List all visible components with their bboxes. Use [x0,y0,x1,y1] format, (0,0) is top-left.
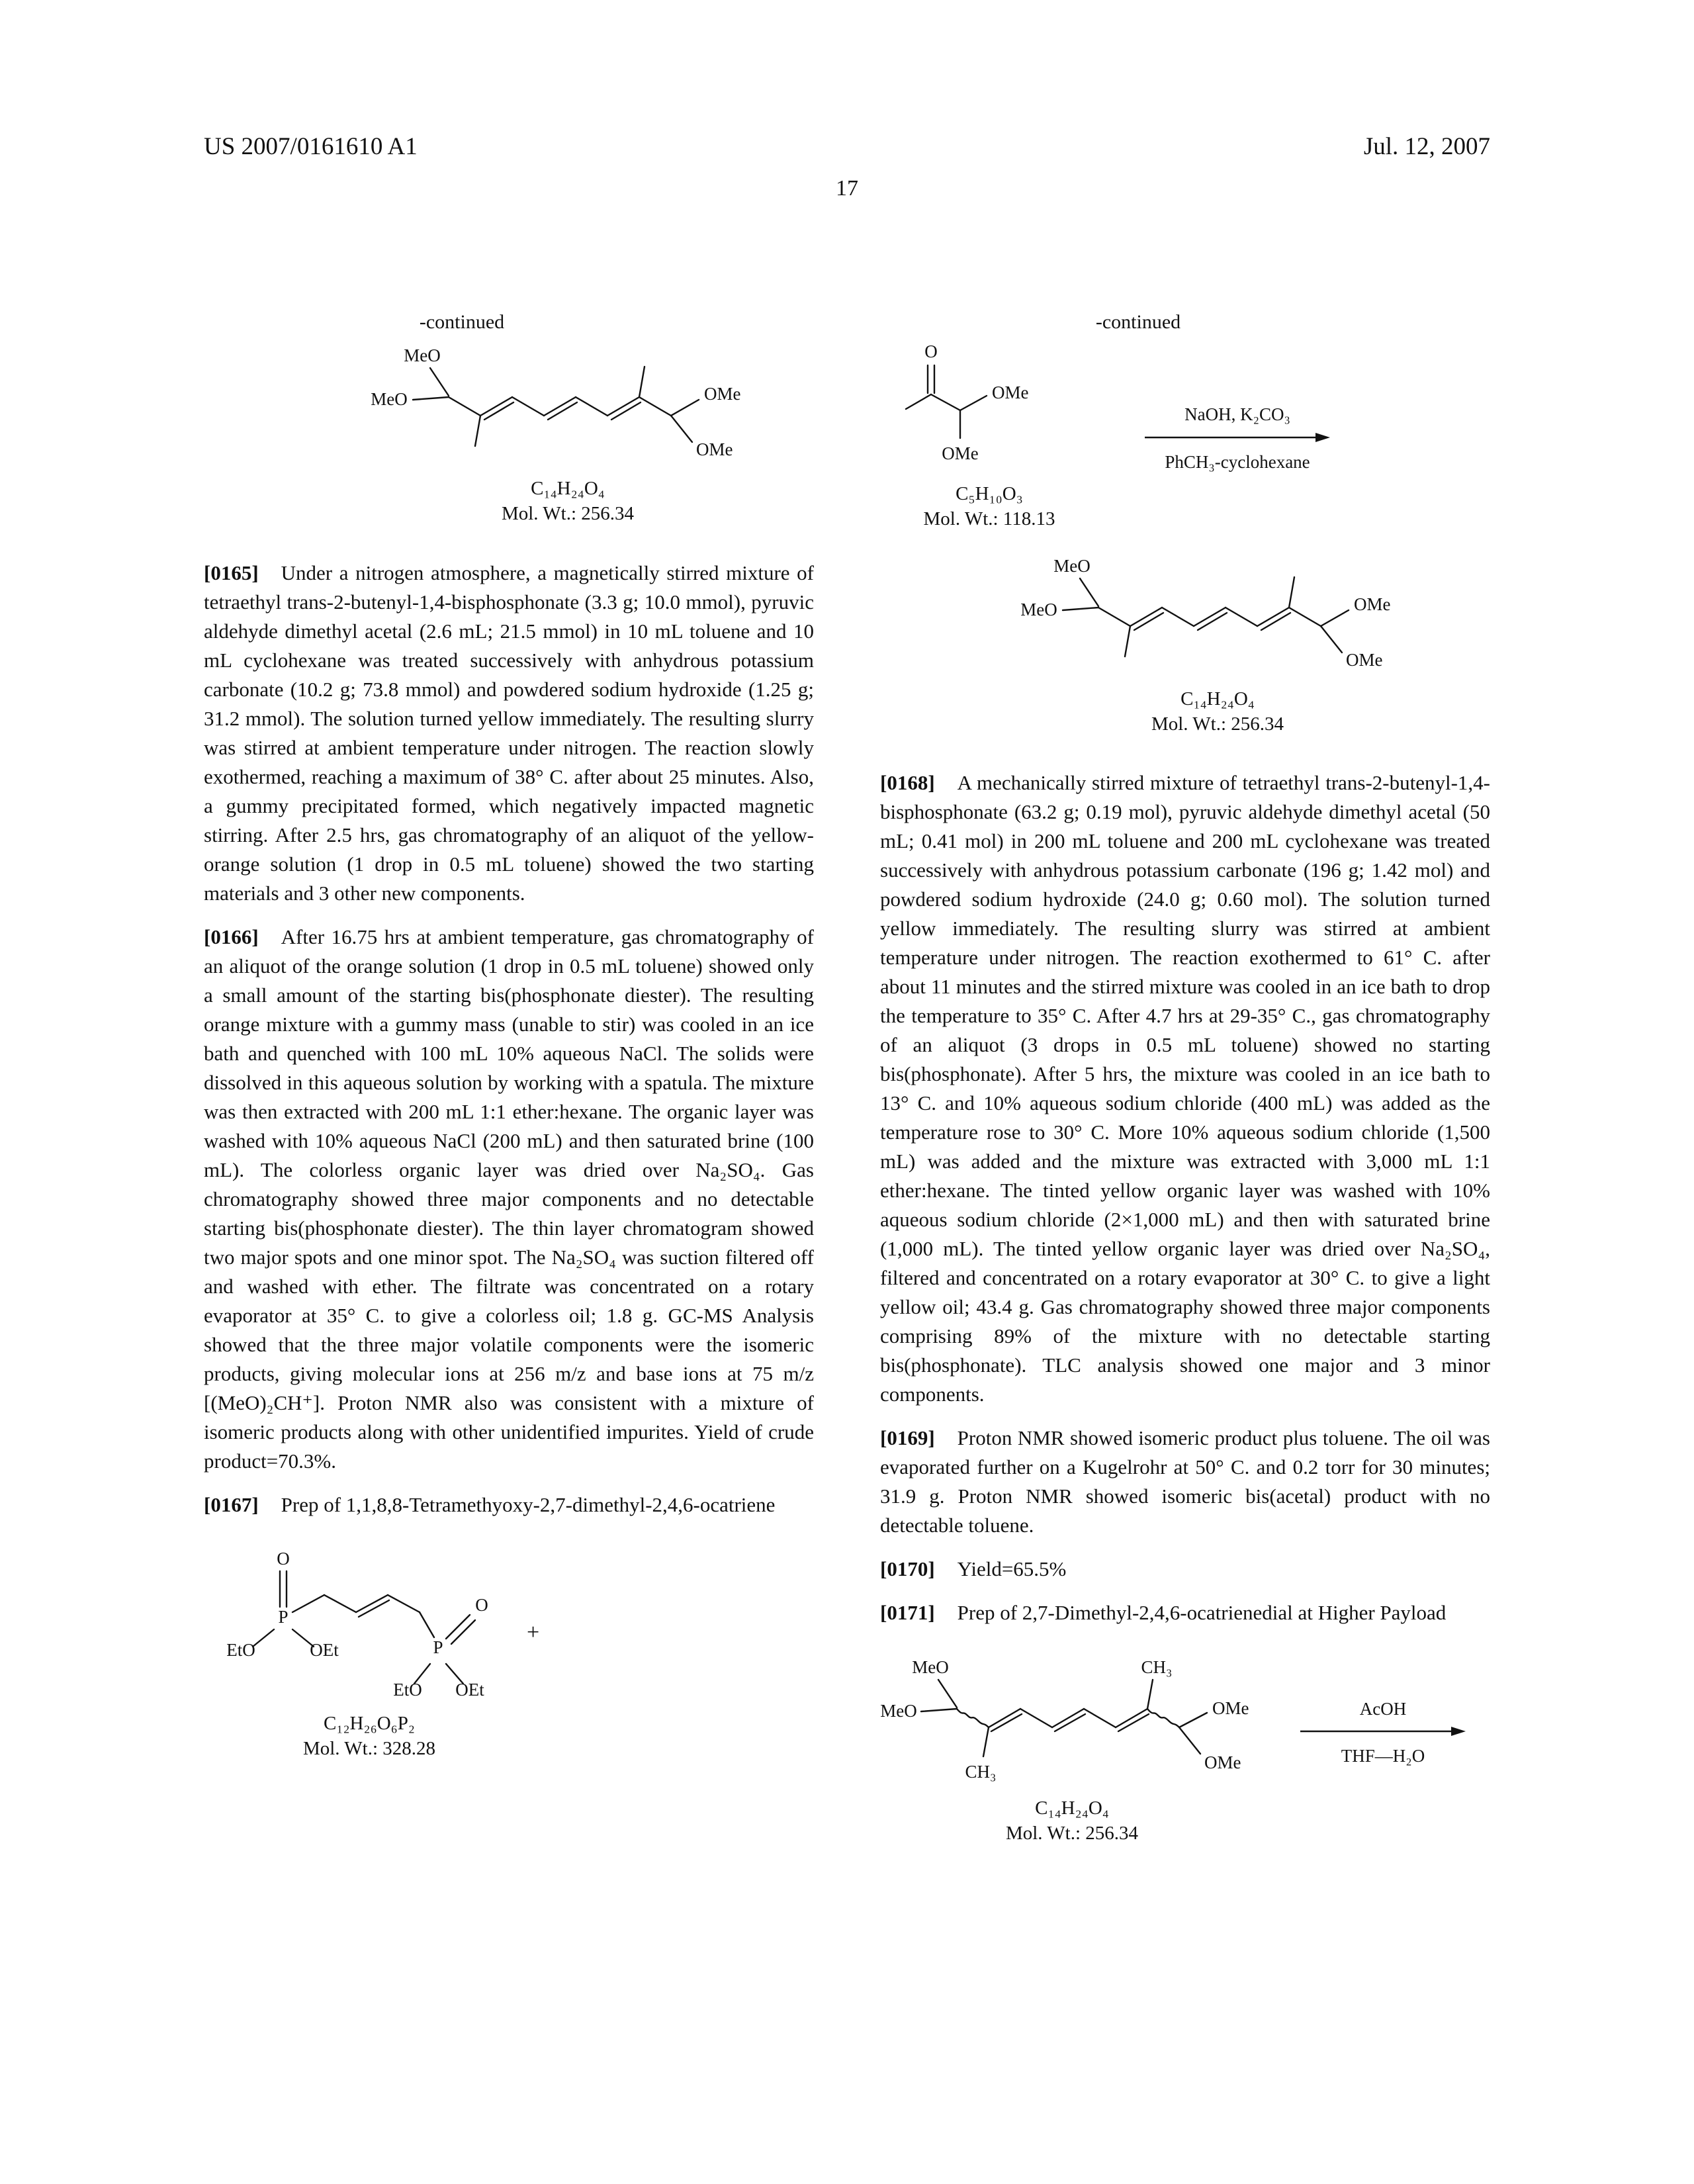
meo-label: MeO [912,1657,949,1677]
paragraph-text: After 16.75 hrs at ambient temperature, gas chromatography of an aliquot of the orange solution (1 drop in 0.5 mL toluene) showed only a small amount of the starting bis(phosphonate diester). The resulting orange mixture with a gummy mass (unable to stir) was cooled in an ice bath and quenched with 100 mL 10% aqueous NaCl. The solids were dissolved in this aqueous solution by working with a spatula. The mixture was then extracted with 200 mL 1:1 ether:hexane. The organic layer was washed with 10% aqueous NaCl (200 mL) and then saturated brine (100 mL). The colorless organic layer was dried over Na₂SO₄. Gas chromatography showed three major components and no detectable starting bis(phosphonate diester). The thin layer chromatogram showed two major spots and one minor spot. The Na₂SO₄ was suction filtered off and washed with ether. The filtrate was concentrated on a rotary evaporator at 35° C. to give a colorless oil; 1.8 g. GC-MS Analysis showed that the three major volatile components were the isomeric products, giving molecular ions at 256 m/z and base ions at 75 m/z [(MeO)₂CH⁺]. Proton NMR also was consistent with a mixture of isomeric products along with other unidentified impurites. Yield of crude product=70.3%. [204,925,814,1473]
bond-lines [1063,577,1349,657]
paragraph-text: Prep of 2,7-Dimethyl-2,4,6-ocatrienedial at Higher Payload [957,1601,1447,1625]
meo-label: MeO [404,345,441,365]
paragraph-0167 [204,1490,814,1520]
structure-caption [210,1711,528,1762]
molecular-formula: C₁₄H₂₄O₄ [531,478,605,499]
oxygen-label: O [924,341,938,361]
reaction-arrow-conditions [1141,404,1333,473]
molecular-weight: Mol. Wt.: 118.13 [923,508,1055,530]
ome-label: OMe [1204,1752,1241,1772]
structure-isomeric-octatriene [867,1651,1277,1846]
squiggle-bond [1147,1709,1179,1727]
structure-caption [890,481,1089,532]
bisphosphonate-skeleton-drawing [210,1542,581,1707]
meo-label: MeO [371,389,408,409]
meo-label: MeO [1053,555,1091,576]
paragraph-0166 [204,923,814,1476]
solvent-below-arrow: PhCH₃-cyclohexane [1165,451,1310,472]
paragraph-text: Under a nitrogen atmosphere, a magnetically stirred mixture of tetraethyl trans-2-butenyl-1,4-bisphosphonate (3.3 g; 10.0 mmol), pyruvic aldehyde dimethyl acetal (2.6 mL; 21.5 mmol) in 10 mL toluene and 10 mL cyclohexane was treated successively with anhydrous potassium carbonate (10.2 g; 73.8 mmol) and powdered sodium hydroxide (1.25 g; 31.2 mmol). The solution turned yellow immediately. The resulting slurry was stirred at ambient temperature under nitrogen. The reaction slowly exothermed, reaching a maximum of 38° C. after about 25 minutes. Also, a gummy precipitated formed, which negatively impacted magnetic stirring. After 2.5 hrs, gas chromatography of an aliquot of the yellow-orange solution (1 drop in 0.5 mL toluene) showed the two starting materials and 3 other new components. [204,561,814,905]
molecular-formula: C₅H₁₀O₃ [956,483,1023,504]
oet-label: OEt [310,1640,339,1661]
right-column [880,311,1490,1846]
structure-tetramethoxy-octatriene-right [1006,548,1429,737]
paragraph-text: Proton NMR showed isomeric product plus toluene. The oil was evaporated further on a Kugelrohr at 50° C. and 0.2 torr for 30 minutes; 31.9 g. Proton NMR showed isomeric bis(acetal) product with no detectable toluene. [880,1426,1490,1537]
eto-label: EtO [226,1640,255,1661]
ome-label: OMe [992,383,1029,402]
paragraph-tag: [0169] [880,1426,935,1450]
paragraph-text: Yield=65.5% [957,1557,1067,1581]
paragraph-tag: [0167] [204,1493,259,1517]
paragraph-0171 [880,1598,1490,1627]
molecular-formula: C₁₄H₂₄O₄ [1181,688,1255,709]
molecular-formula: C₁₂H₂₆O₆P₂ [323,1713,416,1735]
page-number: 17 [836,176,858,201]
ome-label: OMe [1212,1698,1249,1718]
oxygen-label: O [475,1595,488,1615]
solvent-below-arrow: THF—H₂O [1341,1746,1425,1766]
structure-tetramethoxy-octatriene-left [356,338,780,527]
page-header [204,132,1490,161]
ome-label: OMe [1346,649,1383,670]
ch3-label: CH₃ [965,1761,997,1782]
reagents-above-arrow: AcOH [1359,1698,1407,1719]
isomeric-octatriene-skeleton-drawing [867,1651,1277,1790]
reaction-arrow-conditions [1297,1698,1469,1768]
ome-label: OMe [704,384,741,404]
eto-label: EtO [393,1680,422,1700]
phosphorus-label: P [278,1607,289,1627]
paragraph-text: Prep of 1,1,8,8-Tetramethyoxy-2,7-dimethyl-2,4,6-ocatriene [281,1493,776,1517]
structure-pyruvic-acetal [890,338,1102,532]
meo-label: MeO [880,1700,917,1721]
structure-caption [1006,686,1429,737]
molecular-formula: C₁₄H₂₄O₄ [1035,1797,1109,1819]
reaction-scheme-row-bottom [880,1651,1490,1846]
plus-sign: + [527,1620,540,1645]
oet-label: OEt [455,1680,484,1700]
continued-label-right: -continued [1095,311,1181,333]
reaction-scheme-row [880,338,1490,532]
structure-caption [356,476,780,527]
paragraph-0169 [880,1424,1490,1540]
paragraph-tag: [0168] [880,771,935,795]
ome-label: OMe [696,439,733,459]
bond-lines [413,367,699,446]
publication-date: Jul. 12, 2007 [1363,133,1490,160]
molecular-weight: Mol. Wt.: 256.34 [1005,1822,1139,1844]
molecular-weight: Mol. Wt.: 328.28 [302,1738,436,1760]
oxygen-label: O [277,1549,290,1569]
paragraph-0165 [204,559,814,908]
reaction-arrow [1300,1725,1466,1738]
meo-label: MeO [1020,599,1057,619]
ch3-label: CH₃ [1141,1657,1173,1677]
paragraph-tag: [0171] [880,1601,935,1625]
paragraph-tag: [0166] [204,925,259,948]
pyruvic-acetal-skeleton-drawing [890,338,1102,477]
bond-lines [253,1571,475,1684]
molecular-weight: Mol. Wt.: 256.34 [501,503,635,525]
left-column [204,311,814,1762]
reagents-above-arrow: NaOH, K₂CO₃ [1184,404,1290,424]
octatriene-skeleton-drawing [1006,548,1429,680]
structure-caption [867,1796,1277,1846]
molecular-weight: Mol. Wt.: 256.34 [1151,713,1284,735]
continued-label-left: -continued [419,311,505,333]
squiggle-bond [957,1709,989,1727]
ome-label: OMe [942,443,979,463]
structure-bisphosphonate [210,1542,581,1711]
paragraph-tag: [0170] [880,1557,935,1581]
paragraph-tag: [0165] [204,561,259,584]
reaction-arrow [1145,431,1330,444]
paragraph-0170 [880,1555,1490,1584]
patent-number: US 2007/0161610 A1 [204,133,418,160]
paragraph-text: A mechanically stirred mixture of tetraethyl trans-2-butenyl-1,4-bisphosphonate (63.2 g; 0.19 mol), pyruvic aldehyde dimethyl acetal (50 mL; 0.41 mol) in 200 mL toluene and 200 mL cyclohexane was treated successively with anhydrous potassium carbonate (196 g; 1.42 mol) and powdered sodium hydroxide (24.0 g; 0.60 mol). The solution turned yellow immediately. The resulting slurry was stirred at ambient temperature under nitrogen. The reaction exothermed to 61° C. after about 11 minutes and the stirred mixture was cooled in an ice bath to drop the temperature to 35° C. After 4.7 hrs at 29-35° C., gas chromatography of an aliquot (3 drops in 0.5 mL toluene) showed no starting bis(phosphonate). After 5 hrs, the mixture was cooled in an ice bath to 13° C. and 10% aqueous sodium chloride (400 mL) was added as the temperature rose to 30° C. More 10% aqueous sodium chloride (1,500 mL) was added and the mixture was extracted with 3,000 mL 1:1 ether:hexane. The tinted yellow organic layer was washed with 10% aqueous sodium chloride (2×1,000 mL) and then with saturated brine (1,000 mL). The tinted yellow organic layer was dried over Na₂SO₄, filtered and concentrated on a rotary evaporator at 30° C. to give a light yellow oil; 43.4 g. Gas chromatography showed three major components comprising 89% of the mixture with no detectable starting bis(phosphonate). TLC analysis showed one major and 3 minor components. [880,771,1490,1406]
bond-lines [921,1680,1207,1756]
bond-lines [906,365,987,438]
octatriene-skeleton-drawing [356,338,780,470]
paragraph-0168 [880,768,1490,1409]
ome-label: OMe [1354,594,1391,614]
phosphorus-label: P [433,1637,443,1658]
